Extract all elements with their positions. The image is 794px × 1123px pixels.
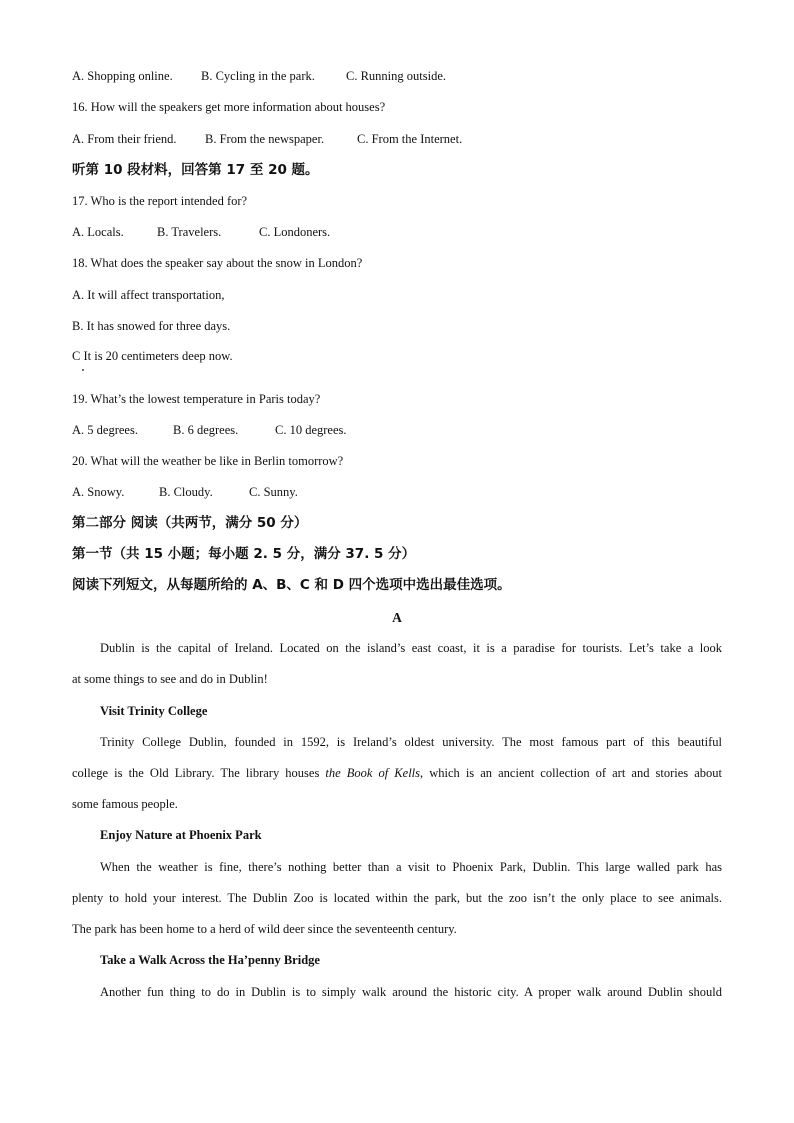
passage-intro-line1 <box>100 640 722 656</box>
trinity-para-line2 <box>72 765 722 781</box>
q15-option-c: C. Running outside. <box>346 69 447 83</box>
phoenix-para-line1 <box>100 859 722 875</box>
q17-option-a: A. Locals. <box>72 225 124 239</box>
q16-option-b: B. From the newspaper. <box>205 132 325 146</box>
trinity-para-line1 <box>100 734 722 750</box>
q16-options <box>72 131 722 147</box>
subheading-phoenix-park: Enjoy Nature at Phoenix Park <box>100 828 262 842</box>
trinity-para-line3: some famous people. <box>72 797 178 811</box>
trinity-line2-post: , which is an ancient collection of art and stories about <box>420 766 722 780</box>
bridge-para-line1 <box>100 984 722 1000</box>
phoenix-para-line2 <box>72 890 722 906</box>
section1-heading: 第一节（共 15 小题；每小题 2. 5 分，满分 37. 5 分） <box>72 546 416 562</box>
q16-question: 16. How will the speakers get more information about houses? <box>72 100 386 114</box>
trinity-line2-pre: college is the Old Library. The library houses <box>72 766 326 780</box>
q20-options <box>72 484 722 500</box>
q20-option-a: A. Snowy. <box>72 485 125 499</box>
trinity-para-line1-text: Trinity College Dublin, founded in 1592, is Ireland’s oldest university. The most famous part of this beautiful <box>100 735 722 749</box>
part2-heading: 第二部分 阅读（共两节，满分 50 分） <box>72 515 308 531</box>
q15-option-a: A. Shopping online. <box>72 69 173 83</box>
q17-question: 17. Who is the report intended for? <box>72 194 248 208</box>
phoenix-para-line1-text: When the weather is fine, there’s nothing better than a visit to Phoenix Park, Dublin. This large walled park has <box>100 860 722 874</box>
q18-option-a: A. It will affect transportation, <box>72 288 225 302</box>
q20-option-b: B. Cloudy. <box>159 485 213 499</box>
q17-option-c: C. Londoners. <box>259 225 331 239</box>
reading-instruction: 阅读下列短文，从每题所给的 A、B、C 和 D 四个选项中选出最佳选项。 <box>72 577 511 593</box>
q20-option-c: C. Sunny. <box>249 485 298 499</box>
subheading-hapenny-bridge: Take a Walk Across the Ha’penny Bridge <box>100 953 320 967</box>
q17-options <box>72 224 722 240</box>
q19-option-b: B. 6 degrees. <box>173 423 239 437</box>
q18-option-b: B. It has snowed for three days. <box>72 319 231 333</box>
section10-heading: 听第 10 段材料，回答第 17 至 20 题。 <box>72 162 319 178</box>
passage-intro-line1-text: Dublin is the capital of Ireland. Located on the island’s east coast, it is a paradise for tourists. Let’s take a look <box>100 641 722 655</box>
q16-option-c: C. From the Internet. <box>357 132 463 146</box>
passage-intro-line2: at some things to see and do in Dublin! <box>72 672 268 686</box>
trinity-para-line2-text <box>72 765 722 781</box>
q19-options <box>72 422 722 438</box>
phoenix-para-line2-text: plenty to hold your interest. The Dublin Zoo is located within the park, but the zoo isn’t the only place to see animals. <box>72 891 722 905</box>
q17-option-b: B. Travelers. <box>157 225 222 239</box>
q19-question: 19. What’s the lowest temperature in Paris today? <box>72 392 321 406</box>
q20-question: 20. What will the weather be like in Berlin tomorrow? <box>72 454 344 468</box>
bridge-para-line1-text: Another fun thing to do in Dublin is to simply walk around the historic city. A proper walk around Dublin should <box>100 985 722 999</box>
phoenix-para-line3: The park has been home to a herd of wild deer since the seventeenth century. <box>72 922 457 936</box>
q18-question: 18. What does the speaker say about the snow in London? <box>72 256 363 270</box>
q19-option-c: C. 10 degrees. <box>275 423 347 437</box>
q18-option-c: C It is 20 centimeters deep now. <box>72 349 233 363</box>
q15-options <box>72 68 722 84</box>
book-of-kells-title: the Book of Kells <box>325 766 421 780</box>
q16-option-a: A. From their friend. <box>72 132 177 146</box>
passage-label: A <box>392 610 402 625</box>
q19-option-a: A. 5 degrees. <box>72 423 138 437</box>
stray-mark <box>82 369 84 371</box>
subheading-trinity: Visit Trinity College <box>100 704 208 718</box>
q15-option-b: B. Cycling in the park. <box>201 69 315 83</box>
